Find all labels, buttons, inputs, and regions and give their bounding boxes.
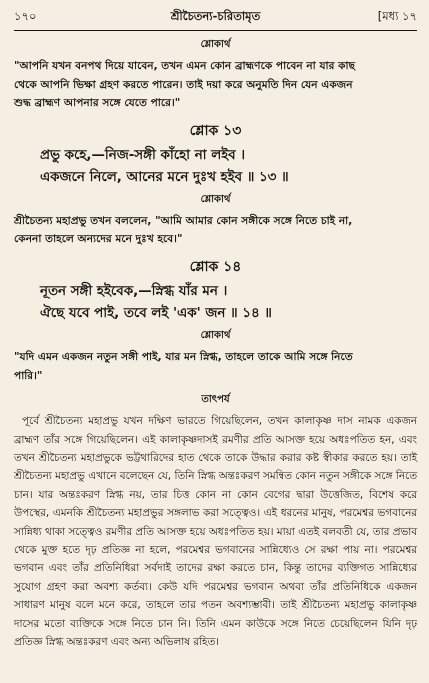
text-line: সত্ত্বেও রমণীর প্রতি আসক্ত হয়ে অধঃপতিত হয়। মায়া এতই বলবতী যে, তার প্রভাব xyxy=(68,525,417,538)
text-line: পূর্বে শ্রীচৈতন্য মহাপ্রভু যখন দক্ষিণ ভারতে গিয়েছিলেন, তখন কালাকৃষ্ণ দাস নামক xyxy=(22,415,381,428)
text-line: তাদের ব্যক্তিগত সান্নিধ্যের সুযোগ গ্রহণ করা অবশ্য কর্তব্য। কেউ যদি পরমেশ্বর ভগবান xyxy=(14,562,417,593)
text-line: শ্রীচৈতন্য মহাপ্রভু তখন বললেন, "আমি আমার কোন সঙ্গীকে সঙ্গে নিতে চাই না, xyxy=(14,214,353,227)
text-line: চিত্ত কোন না কোন বেগের দ্বারা উত্তেজিত, বিশেষ করে উপস্থের, এমনকি শ্রীচৈতন্য xyxy=(14,488,417,520)
verse-line: প্রভু কহে,—নিজ-সঙ্গী কাঁহো না লইব । xyxy=(40,147,246,163)
text-line: করার কষ্ট স্বীকার করতে হয়। তাই শ্রীচৈতন্য মহাপ্রভু এখানে বলেছেন যে, তিনি স্নিগ্ধ xyxy=(14,451,417,483)
text-line: অবশ্যম্ভাবী। তাই শ্রীচৈতন্য মহাপ্রভু কালাকৃষ্ণ দাসের মতো ব্যক্তিকে সঙ্গে নিতে xyxy=(14,599,417,630)
text-line: মহাপ্রভুর সঙ্গলাভ করা সত্ত্বেও। এই ধরনের মানুষ, পরমেশ্বর ভগবানের সান্নিধ্য থাকা xyxy=(14,507,417,538)
verse13-translation xyxy=(14,212,417,249)
text-line: একজন ব্রাহ্মণ তাঁর সঙ্গে গিয়েছিলেন। এই কালাকৃষ্ণদাসই রমণীর প্রতি আসক্ত হয়ে xyxy=(14,415,417,446)
text-line: চান নি। তিনি এমন কাউকে সঙ্গে নিতে চেয়েছিলেন যিনি দৃঢ় প্রতিজ্ঞ স্নিগ্ধ অন্তঃকরণ xyxy=(14,617,417,649)
text-line: কেননা তাহলে অন্যদের মনে দুঃখ হবে।" xyxy=(14,233,183,246)
verse-line: একজনে নিলে, আনের মনে দুঃখ হইব ॥ ১৩ ॥ xyxy=(40,169,289,185)
text-line: না। পরমেশ্বর ভগবান এবং তাঁর প্রতিনিধিরা সর্বদাই তাদের রক্ষা করতে চান, কিন্তু xyxy=(14,544,417,575)
running-title: শ্রীচৈতন্য-চরিতামৃত xyxy=(170,9,261,23)
verse13-translation-label: শ্লোকার্থ xyxy=(200,193,231,205)
verse13-text xyxy=(40,145,417,189)
purport-label: তাৎপর্য xyxy=(201,394,230,406)
text-line: শুদ্ধ ব্রাহ্মণ আপনার সঙ্গে যেতে পারে।" xyxy=(14,97,181,110)
verse14-translation xyxy=(14,348,417,385)
section1-label: শ্লোকার্থ xyxy=(200,39,231,50)
text-line: "আপনি যখন বনপথ দিয়ে যাবেন, তখন এমন কোন ব্রাহ্মণকে পাবেন না যার কাছ xyxy=(14,60,356,72)
text-line: এবং অন্য অভিলাষ রহিত। xyxy=(110,636,219,649)
verse14-translation-label: শ্লোকার্থ xyxy=(200,329,231,341)
page-header xyxy=(14,0,417,27)
purport-text xyxy=(14,412,417,651)
text-line: পারি।" xyxy=(14,369,43,382)
text-line: অথবা তাঁর প্রতিনিধিকে একজন সাধারণ মানুষ বলে মনে করে, তাহলে তার পতন xyxy=(14,580,417,612)
verse-line: নূতন সঙ্গী হইবেক,—স্নিগ্ধ যাঁর মন । xyxy=(40,283,228,299)
text-line: থেকে মুক্ত হতে দৃঢ় প্রতিজ্ঞ না হলে, পরমেশ্বর ভগবানের সান্নিধ্যেও সে রক্ষা পায় xyxy=(14,544,360,556)
verse14-title: শ্লোক ১৪ xyxy=(189,258,242,275)
text-line: অধঃপতিত হন, এবং তখন শ্রীচৈতন্য মহাপ্রভুকে ভট্টথারিদের হাত থেকে তাকে উদ্ধার xyxy=(14,433,417,464)
verse-line: ঐছে যবে পাই, তবে লই 'এক' জন ॥ ১৪ ॥ xyxy=(40,305,272,321)
chapter-reference: [মধ্য ১৭ xyxy=(377,9,417,23)
header-rule xyxy=(14,30,417,31)
text-line: "যদি এমন একজন নতুন সঙ্গী পাই, যার মন স্নিগ্ধ, তাহলে তাকে আমি সঙ্গে নিতে xyxy=(14,350,353,363)
verse14-text xyxy=(40,281,417,325)
spacer xyxy=(14,385,417,389)
section1-text xyxy=(14,57,417,113)
text-line: থেকে আপনি ভিক্ষা গ্রহণ করতে পারেন। তাই দয়া করে অনুমতি দিন যেন একজন xyxy=(14,78,353,91)
page-number: ১৭০ xyxy=(14,9,37,23)
verse13-title: শ্লোক ১৩ xyxy=(189,122,242,139)
text-line: অন্তঃকরণ সমন্বিত কোন নতুন সঙ্গীকে সঙ্গে নিতে চান। যার অন্তঃকরণ স্নিগ্ধ নয়, তার xyxy=(14,470,417,501)
